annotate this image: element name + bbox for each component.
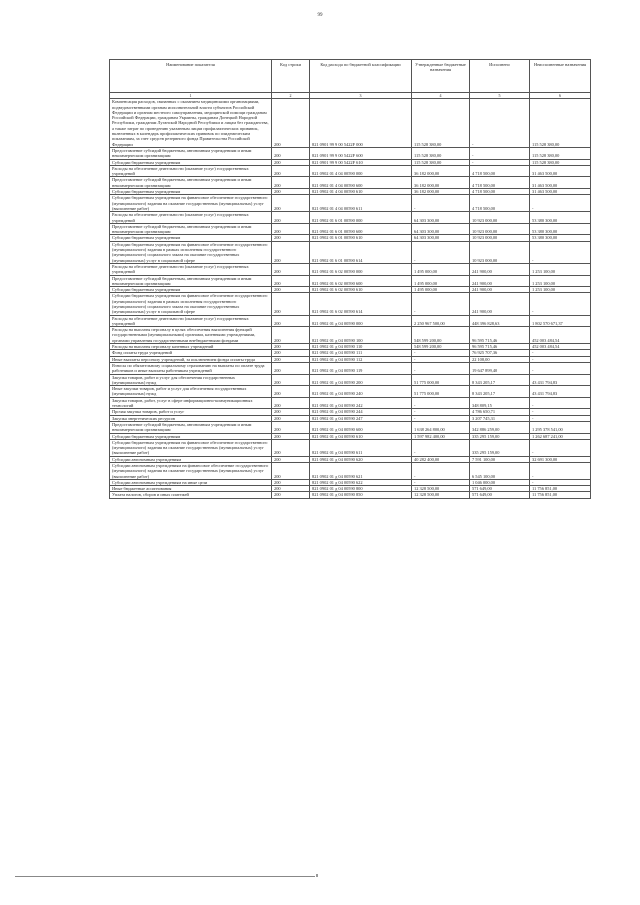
row-classification-cell: 821 0902 01 4 04 00590 611 (310, 195, 412, 212)
row-classification-cell: 821 0902 01 д 04 00590 621 (310, 463, 412, 480)
row-executed-cell: 96 595 715,46 (470, 327, 530, 344)
row-name-cell: Расходы на обеспечение деятельности (оказание услуг) государственных учреждений (110, 212, 272, 224)
row-approved-cell: - (412, 463, 470, 480)
row-name-cell: Прочая закупка товаров, работ и услуг (110, 409, 272, 415)
row-unexecuted-cell: 452 003 484,54 (530, 327, 591, 344)
row-executed-cell: 4 786 650,71 (470, 409, 530, 415)
row-executed-cell: 241 900,00 (470, 293, 530, 315)
row-unexecuted-cell: 115 528 380,00 (530, 159, 591, 165)
row-name-cell: Компенсация расходов, связанных с оказанием медицинскими организациями, подведомственными органам исполнительной власти субъектов Российской Федерации и органам местного самоуправления, медицинской помощи гражданам Российской Федерации, гражданам Украины, гражданам Донецкой Народной Республики, гражданам Луганской Народной Республики и лицам без гражданства, а также затрат по проведению указанным лицам профилактических прививок, включенных в календарь профилактических прививок по эпидемическим показаниям, за счет средств резервного фонда Правительства Российской Федерации (110, 99, 272, 148)
row-line-code-cell: 200 (272, 315, 310, 327)
row-approved-cell: - (412, 409, 470, 415)
row-classification-cell: 821 0902 01 д 04 00590 622 (310, 479, 412, 485)
row-unexecuted-cell: 31 463 500,00 (530, 165, 591, 177)
row-classification-cell: 821 0902 01 д 04 00590 100 (310, 327, 412, 344)
row-name-cell: Иные выплаты персоналу учреждений, за исключением фонда оплаты труда (110, 356, 272, 362)
header-number: 2 (272, 93, 310, 99)
row-unexecuted-cell: 1 802 570 671,37 (530, 315, 591, 327)
table-row (110, 263, 591, 275)
row-executed-cell: 8 343 205,17 (470, 374, 530, 386)
row-unexecuted-cell: 115 528 380,00 (530, 147, 591, 159)
row-classification-cell: 821 0902 01 4 04 00590 000 (310, 165, 412, 177)
row-classification-cell: 821 0902 01 д 04 00590 119 (310, 362, 412, 374)
row-line-code-cell: 200 (272, 212, 310, 224)
row-line-code-cell: 200 (272, 177, 310, 189)
header-number: 3 (310, 93, 412, 99)
table-row (110, 421, 591, 433)
header-number: 1 (110, 93, 272, 99)
row-classification-cell: 821 0902 01 д 04 00590 800 (310, 486, 412, 492)
row-approved-cell: - (412, 195, 470, 212)
row-unexecuted-cell: 1 253 100,00 (530, 287, 591, 293)
row-line-code-cell: 200 (272, 223, 310, 235)
row-classification-cell: 821 0902 01 д 04 00590 112 (310, 356, 412, 362)
row-approved-cell: 12 328 500,00 (412, 486, 470, 492)
row-line-code-cell: 200 (272, 241, 310, 263)
table-row (110, 241, 591, 263)
row-unexecuted-cell: 1 253 100,00 (530, 263, 591, 275)
row-name-cell: Предоставление субсидий бюджетным, автономным учреждениям и иным некоммерческим организациям (110, 275, 272, 287)
row-classification-cell: 821 0902 01 д 04 00590 600 (310, 421, 412, 433)
row-line-code-cell: 200 (272, 456, 310, 462)
row-line-code-cell: 200 (272, 397, 310, 409)
row-approved-cell: 40 282 400,00 (412, 456, 470, 462)
row-executed-cell: 571 649,00 (470, 486, 530, 492)
row-executed-cell: - (470, 147, 530, 159)
row-unexecuted-cell: - (530, 409, 591, 415)
row-unexecuted-cell: - (530, 241, 591, 263)
row-classification-cell: 821 0902 01 д 04 00590 247 (310, 415, 412, 421)
row-executed-cell: 7 591 100,00 (470, 456, 530, 462)
row-executed-cell: 241 900,00 (470, 275, 530, 287)
table-row (110, 195, 591, 212)
row-classification-cell: 821 0902 01 6 01 00590 610 (310, 235, 412, 241)
row-name-cell: Субсидии бюджетным учреждениям на финансовое обеспечение государственного (муниципального) задания в рамках исполнения государственного (муниципального) социального заказа на оказание государственных (муниципальных) услуг в социальной сфере (110, 293, 272, 315)
row-executed-cell: 4 718 500,00 (470, 189, 530, 195)
row-executed-cell: 19 647 899,40 (470, 362, 530, 374)
header-line-code: Код строки (272, 60, 310, 93)
header-executed: Исполнено (470, 60, 530, 93)
table-row (110, 492, 591, 498)
row-approved-cell: - (412, 356, 470, 362)
row-line-code-cell: 200 (272, 374, 310, 386)
row-unexecuted-cell: 53 380 300,00 (530, 223, 591, 235)
row-unexecuted-cell: - (530, 439, 591, 456)
row-line-code-cell: 200 (272, 479, 310, 485)
row-approved-cell: 51 775 000,00 (412, 374, 470, 386)
row-line-code-cell: 200 (272, 147, 310, 159)
row-executed-cell: 348 809,15 (470, 397, 530, 409)
row-classification-cell: 821 0902 01 д 04 00590 610 (310, 433, 412, 439)
row-unexecuted-cell: 1 253 100,00 (530, 275, 591, 287)
row-approved-cell: 36 182 000,00 (412, 165, 470, 177)
row-name-cell: Фонд оплаты труда учреждений (110, 350, 272, 356)
row-classification-cell: 821 0902 01 д 04 00590 620 (310, 456, 412, 462)
table-row (110, 362, 591, 374)
row-executed-cell: 335 295 159,00 (470, 433, 530, 439)
header-classification-code: Код расхода по бюджетной классификации (310, 60, 412, 93)
row-approved-cell: 2 250 967 500,00 (412, 315, 470, 327)
row-executed-cell: 6 545 100,00 (470, 463, 530, 480)
row-name-cell: Субсидии автономным учреждениям на иные цели (110, 479, 272, 485)
row-approved-cell: 36 182 000,00 (412, 177, 470, 189)
row-executed-cell: 342 886 259,00 (470, 421, 530, 433)
row-classification-cell: 821 0902 01 6 01 00590 600 (310, 223, 412, 235)
row-executed-cell: - (470, 99, 530, 148)
row-unexecuted-cell: - (530, 195, 591, 212)
row-approved-cell: 1 495 000,00 (412, 287, 470, 293)
row-classification-cell: 821 0902 01 д 04 00590 244 (310, 409, 412, 415)
row-unexecuted-cell: - (530, 479, 591, 485)
row-approved-cell: - (412, 350, 470, 356)
row-approved-cell: 64 303 300,00 (412, 223, 470, 235)
row-executed-cell: 10 923 000,00 (470, 235, 530, 241)
table-row (110, 165, 591, 177)
row-line-code-cell: 200 (272, 263, 310, 275)
row-executed-cell: 3 207 745,31 (470, 415, 530, 421)
row-executed-cell: 8 343 205,17 (470, 386, 530, 398)
row-approved-cell: 36 182 000,00 (412, 189, 470, 195)
row-approved-cell: 1 495 000,00 (412, 275, 470, 287)
row-executed-cell: 76 925 707,36 (470, 350, 530, 356)
row-classification-cell: 821 0902 01 д 04 00590 611 (310, 439, 412, 456)
row-approved-cell: 115 528 380,00 (412, 99, 470, 148)
budget-execution-table (109, 59, 591, 499)
row-executed-cell: 4 718 500,00 (470, 177, 530, 189)
header-number: 6 (530, 93, 591, 99)
row-executed-cell: 241 900,00 (470, 263, 530, 275)
row-unexecuted-cell: - (530, 293, 591, 315)
row-classification-cell: 821 0902 01 6 02 00590 614 (310, 293, 412, 315)
row-unexecuted-cell: - (530, 463, 591, 480)
row-approved-cell: - (412, 479, 470, 485)
row-unexecuted-cell: 31 463 500,00 (530, 177, 591, 189)
page-number: 99 (317, 13, 323, 18)
header-row (110, 60, 591, 93)
row-unexecuted-cell: 11 756 851,00 (530, 486, 591, 492)
row-approved-cell: 1 638 264 800,00 (412, 421, 470, 433)
row-name-cell: Субсидии автономным учреждениям (110, 456, 272, 462)
row-name-cell: Субсидии бюджетным учреждениям (110, 159, 272, 165)
row-line-code-cell: 200 (272, 99, 310, 148)
row-executed-cell: 4 718 500,00 (470, 165, 530, 177)
row-executed-cell: 10 923 000,00 (470, 223, 530, 235)
row-unexecuted-cell: 115 528 380,00 (530, 99, 591, 148)
row-name-cell: Субсидии бюджетным учреждениям на финансовое обеспечение государственного (муниципального) задания в рамках исполнения государственного (муниципального) социального заказа на оказание государственных (муниципальных) услуг в социальной сфере (110, 241, 272, 263)
row-executed-cell: 335 295 159,00 (470, 439, 530, 456)
table-row (110, 439, 591, 456)
table-row (110, 223, 591, 235)
table-body (110, 99, 591, 498)
row-name-cell: Предоставление субсидий бюджетным, автономным учреждениям и иным некоммерческим организациям (110, 421, 272, 433)
row-line-code-cell: 200 (272, 356, 310, 362)
row-unexecuted-cell: - (530, 356, 591, 362)
row-approved-cell: - (412, 397, 470, 409)
row-classification-cell: 821 0902 01 д 04 00590 242 (310, 397, 412, 409)
row-executed-cell: 4 718 500,00 (470, 195, 530, 212)
row-approved-cell: 548 599 200,00 (412, 344, 470, 350)
row-unexecuted-cell: 1 295 378 541,00 (530, 421, 591, 433)
row-classification-cell: 821 0902 01 6 01 00590 614 (310, 241, 412, 263)
row-line-code-cell: 200 (272, 287, 310, 293)
row-name-cell: Субсидии бюджетным учреждениям (110, 287, 272, 293)
row-executed-cell: 10 923 000,00 (470, 241, 530, 263)
row-approved-cell: 1 597 982 400,00 (412, 433, 470, 439)
row-approved-cell: 115 528 380,00 (412, 147, 470, 159)
row-name-cell: Субсидии бюджетным учреждениям на финансовое обеспечение государственного (муниципального) задания на оказание государственных (муниципальных) услуг (выполнение работ) (110, 439, 272, 456)
row-unexecuted-cell: 31 463 500,00 (530, 189, 591, 195)
row-name-cell: Расходы на обеспечение деятельности (оказание услуг) государственных учреждений (110, 165, 272, 177)
row-name-cell: Иные бюджетные ассигнования (110, 486, 272, 492)
row-approved-cell: - (412, 362, 470, 374)
row-executed-cell: 448 396 828,63 (470, 315, 530, 327)
table-row (110, 327, 591, 344)
row-approved-cell: 51 775 000,00 (412, 386, 470, 398)
table-row (110, 293, 591, 315)
row-classification-cell: 821 0902 01 4 04 00590 600 (310, 177, 412, 189)
row-approved-cell: - (412, 439, 470, 456)
row-name-cell: Расходы на выплаты персоналу казенных учреждений (110, 344, 272, 350)
row-name-cell: Предоставление субсидий бюджетным, автономным учреждениям и иным некоммерческим организациям (110, 177, 272, 189)
row-classification-cell: 821 0902 01 6 02 00590 000 (310, 263, 412, 275)
row-classification-cell: 821 0901 99 9 00 5422F 000 (310, 99, 412, 148)
row-classification-cell: 821 0901 99 9 00 5422F 610 (310, 159, 412, 165)
row-name-cell: Расходы на выплаты персоналу в целях обеспечения выполнения функций государственными (муниципальными) органами, казенными учреждениями, органами управления государственными внебюджетными фондами (110, 327, 272, 344)
row-approved-cell: 64 303 300,00 (412, 235, 470, 241)
row-executed-cell: 1 046 000,00 (470, 479, 530, 485)
row-unexecuted-cell: - (530, 415, 591, 421)
row-name-cell: Закупка товаров, работ, услуг в сфере информационно-коммуникационных технологий (110, 397, 272, 409)
row-classification-cell: 821 0902 01 д 04 00590 000 (310, 315, 412, 327)
row-line-code-cell: 200 (272, 415, 310, 421)
table-row (110, 212, 591, 224)
row-line-code-cell: 200 (272, 350, 310, 356)
scan-mark (316, 874, 318, 877)
row-line-code-cell: 200 (272, 439, 310, 456)
row-name-cell: Предоставление субсидий бюджетным, автономным учреждениям и иным некоммерческим организациям (110, 147, 272, 159)
row-classification-cell: 821 0902 01 6 02 00590 600 (310, 275, 412, 287)
table-row (110, 177, 591, 189)
row-classification-cell: 821 0902 01 д 04 00590 240 (310, 386, 412, 398)
row-line-code-cell: 200 (272, 421, 310, 433)
row-classification-cell: 821 0902 01 6 02 00590 610 (310, 287, 412, 293)
row-name-cell: Иные закупки товаров, работ и услуг для обеспечения государственных (муниципальных) нужд (110, 386, 272, 398)
table-row (110, 397, 591, 409)
row-unexecuted-cell: 53 380 300,00 (530, 212, 591, 224)
row-classification-cell: 821 0902 01 д 04 00590 110 (310, 344, 412, 350)
row-executed-cell: 571 649,00 (470, 492, 530, 498)
row-unexecuted-cell: 43 431 794,83 (530, 374, 591, 386)
row-approved-cell: 12 328 500,00 (412, 492, 470, 498)
header-number: 5 (470, 93, 530, 99)
row-unexecuted-cell: 43 431 794,83 (530, 386, 591, 398)
header-approved: Утвержденные бюджетные назначения (412, 60, 470, 93)
row-approved-cell: - (412, 293, 470, 315)
row-unexecuted-cell: 53 380 300,00 (530, 235, 591, 241)
table-row (110, 275, 591, 287)
row-approved-cell: 64 303 300,00 (412, 212, 470, 224)
header-name: Наименование показателя (110, 60, 272, 93)
row-classification-cell: 821 0902 01 д 04 00590 200 (310, 374, 412, 386)
row-approved-cell: 548 599 200,00 (412, 327, 470, 344)
row-unexecuted-cell: 32 691 300,00 (530, 456, 591, 462)
row-line-code-cell: 200 (272, 409, 310, 415)
row-unexecuted-cell: 452 003 484,54 (530, 344, 591, 350)
row-name-cell: Субсидии бюджетным учреждениям (110, 433, 272, 439)
row-name-cell: Закупка энергетических ресурсов (110, 415, 272, 421)
row-line-code-cell: 200 (272, 189, 310, 195)
row-executed-cell: 22 108,00 (470, 356, 530, 362)
row-line-code-cell: 200 (272, 486, 310, 492)
row-approved-cell: - (412, 241, 470, 263)
row-name-cell: Закупка товаров, работ и услуг для обеспечения государственных (муниципальных) нужд (110, 374, 272, 386)
row-approved-cell: - (412, 415, 470, 421)
row-line-code-cell: 200 (272, 433, 310, 439)
row-name-cell: Взносы по обязательному социальному страхованию на выплаты по оплате труда работников и иные выплаты работникам учреждений (110, 362, 272, 374)
row-classification-cell: 821 0902 01 д 04 00590 850 (310, 492, 412, 498)
row-name-cell: Расходы на обеспечение деятельности (оказание услуг) государственных учреждений (110, 263, 272, 275)
row-line-code-cell: 200 (272, 275, 310, 287)
row-unexecuted-cell: - (530, 397, 591, 409)
row-executed-cell: 10 923 000,00 (470, 212, 530, 224)
table-row (110, 147, 591, 159)
table-row (110, 315, 591, 327)
row-approved-cell: 1 495 000,00 (412, 263, 470, 275)
row-approved-cell: 115 528 380,00 (412, 159, 470, 165)
row-line-code-cell: 200 (272, 492, 310, 498)
row-name-cell: Субсидии бюджетным учреждениям (110, 235, 272, 241)
row-executed-cell: 241 900,00 (470, 287, 530, 293)
table-row (110, 386, 591, 398)
row-unexecuted-cell: 11 756 851,00 (530, 492, 591, 498)
row-line-code-cell: 200 (272, 159, 310, 165)
row-name-cell: Субсидии бюджетным учреждениям (110, 189, 272, 195)
table-row (110, 99, 591, 148)
row-line-code-cell: 200 (272, 463, 310, 480)
row-line-code-cell: 200 (272, 386, 310, 398)
row-name-cell: Предоставление субсидий бюджетным, автономным учреждениям и иным некоммерческим организациям (110, 223, 272, 235)
row-classification-cell: 821 0901 99 9 00 5422F 600 (310, 147, 412, 159)
row-line-code-cell: 200 (272, 362, 310, 374)
row-line-code-cell: 200 (272, 344, 310, 350)
row-name-cell: Расходы на обеспечение деятельности (оказание услуг) государственных учреждений (110, 315, 272, 327)
row-unexecuted-cell: 1 262 687 241,00 (530, 433, 591, 439)
table-row (110, 374, 591, 386)
row-line-code-cell: 200 (272, 293, 310, 315)
row-line-code-cell: 200 (272, 235, 310, 241)
footer-rule (15, 876, 315, 877)
row-line-code-cell: 200 (272, 165, 310, 177)
row-executed-cell: 96 595 715,46 (470, 344, 530, 350)
row-name-cell: Уплата налогов, сборов и иных платежей (110, 492, 272, 498)
row-unexecuted-cell: - (530, 350, 591, 356)
row-line-code-cell: 200 (272, 327, 310, 344)
row-unexecuted-cell: - (530, 362, 591, 374)
row-line-code-cell: 200 (272, 195, 310, 212)
row-classification-cell: 821 0902 01 6 01 00590 000 (310, 212, 412, 224)
header-unexecuted: Неисполненные назначения (530, 60, 591, 93)
row-classification-cell: 821 0902 01 4 04 00590 610 (310, 189, 412, 195)
header-number: 4 (412, 93, 470, 99)
row-name-cell: Субсидии бюджетным учреждениям на финансовое обеспечение государственного (муниципального) задания на оказание государственных (муниципальных) услуг (выполнение работ) (110, 195, 272, 212)
row-classification-cell: 821 0902 01 д 04 00590 111 (310, 350, 412, 356)
row-executed-cell: - (470, 159, 530, 165)
row-name-cell: Субсидии автономным учреждениям на финансовое обеспечение государственного (муниципального) задания на оказание государственных (муниципальных) услуг (выполнение работ) (110, 463, 272, 480)
table-row (110, 463, 591, 480)
